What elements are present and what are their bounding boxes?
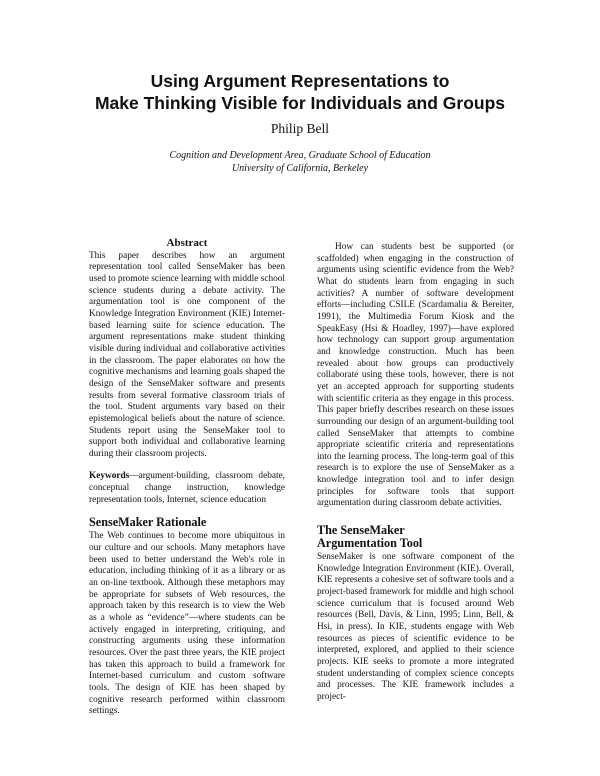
- right-column: [317, 242, 514, 704]
- section-heading-rationale: SenseMaker Rationale: [89, 515, 207, 530]
- left-column: [89, 238, 285, 718]
- rationale-paragraph-2: How can students best be supported (or scaffolded) when engaging in the construction of arguments using scientific evidence from the Web? What do students learn from engaging in such activities? A number of software development efforts—including CSILE (Scardamalia & Bereiter, 1991), the Multimedia Forum Kiosk and the SpeakEasy (Hsi & Hoadley, 1997)—have explored how technology can support group argumentation and knowledge construction. Much has been revealed about how groups can productively collaborate using these tools, however, there is not yet an accepted approach for supporting students with scientific criteria as they engage in this process. This paper briefly describes research on these issues surrounding our design of an argument-building tool called SenseMaker that attempts to combine appropriate scientific criteria and representations into the learning process. The long-term goal of this research is to explore the use of SenseMaker as a knowledge integration tool and to infer design principles for software tools that support argumentation during classroom debate activities.: [317, 242, 514, 509]
- paper-title: [0, 70, 600, 114]
- affiliation: [0, 150, 600, 175]
- tool-paragraph-1: SenseMaker is one software component of the Knowledge Integration Environment (KIE). Overall, KIE represents a cohesive set of software tools and a project-based framework for middle and high school science curriculum that is focused around Web resources (Bell, Davis, & Linn, 1995; Linn, Bell, & Hsi, in press). In KIE, students engage with Web resources as pieces of scientific evidence to be interpreted, explored, and applied to their science projects. KIE seeks to promote a more integrated student understanding of complex science concepts and processes. The KIE framework includes a project-: [317, 552, 514, 702]
- keywords: [89, 471, 285, 506]
- keywords-text: —argument-building, classroom debate, conceptual change instruction, knowledge representation tools, Internet, science education: [89, 471, 285, 505]
- abstract-body: This paper describes how an argument representation tool called SenseMaker has been used to promote science learning with middle school science students during a debate activity. The argumentation tool is one component of the Knowledge Integration Environment (KIE) Internet-based learning suite for science education. The argument representations make student thinking visible during individual and collaborative activities in the classroom. The paper elaborates on how the cognitive mechanisms and learning goals shaped the design of the SenseMaker software and presents results from several formative classroom trials of the tool. Student arguments vary based on their epistemological beliefs about the nature of science. Students report using the SenseMaker tool to support both individual and collaborative learning during their classroom projects.: [89, 250, 285, 459]
- rationale-paragraph-1: The Web continues to become more ubiquitous in our culture and our schools. Many metaphors have been used to better understand the Web's role in education, including thinking of it as a library or as an on-line textbook. Although these metaphors may be appropriate for subsets of Web resources, the approach taken by this research is to view the Web as a whole as “evidence”—where students can be actively engaged in interpreting, critiquing, and constructing arguments using these information resources. Over the past three years, the KIE project has taken this approach to build a framework for Internet-based curriculum and custom software tools. The design of KIE has been shaped by cognitive research performed within classroom settings.: [89, 531, 285, 717]
- section-heading-tool-line-1: The SenseMaker: [317, 523, 405, 538]
- title-line-2: Make Thinking Visible for Individuals and Groups: [94, 93, 506, 113]
- title-line-1: Using Argument Representations to: [150, 71, 450, 91]
- affiliation-line-2: University of California, Berkeley: [231, 162, 369, 174]
- author-name: Philip Bell: [270, 121, 330, 136]
- section-heading-tool: [317, 524, 514, 550]
- section-heading-tool-line-2: Argumentation Tool: [317, 536, 423, 551]
- affiliation-line-1: Cognition and Development Area, Graduate School of Education: [169, 150, 431, 161]
- abstract-heading: Abstract: [166, 237, 208, 249]
- keywords-label: Keywords: [89, 471, 130, 482]
